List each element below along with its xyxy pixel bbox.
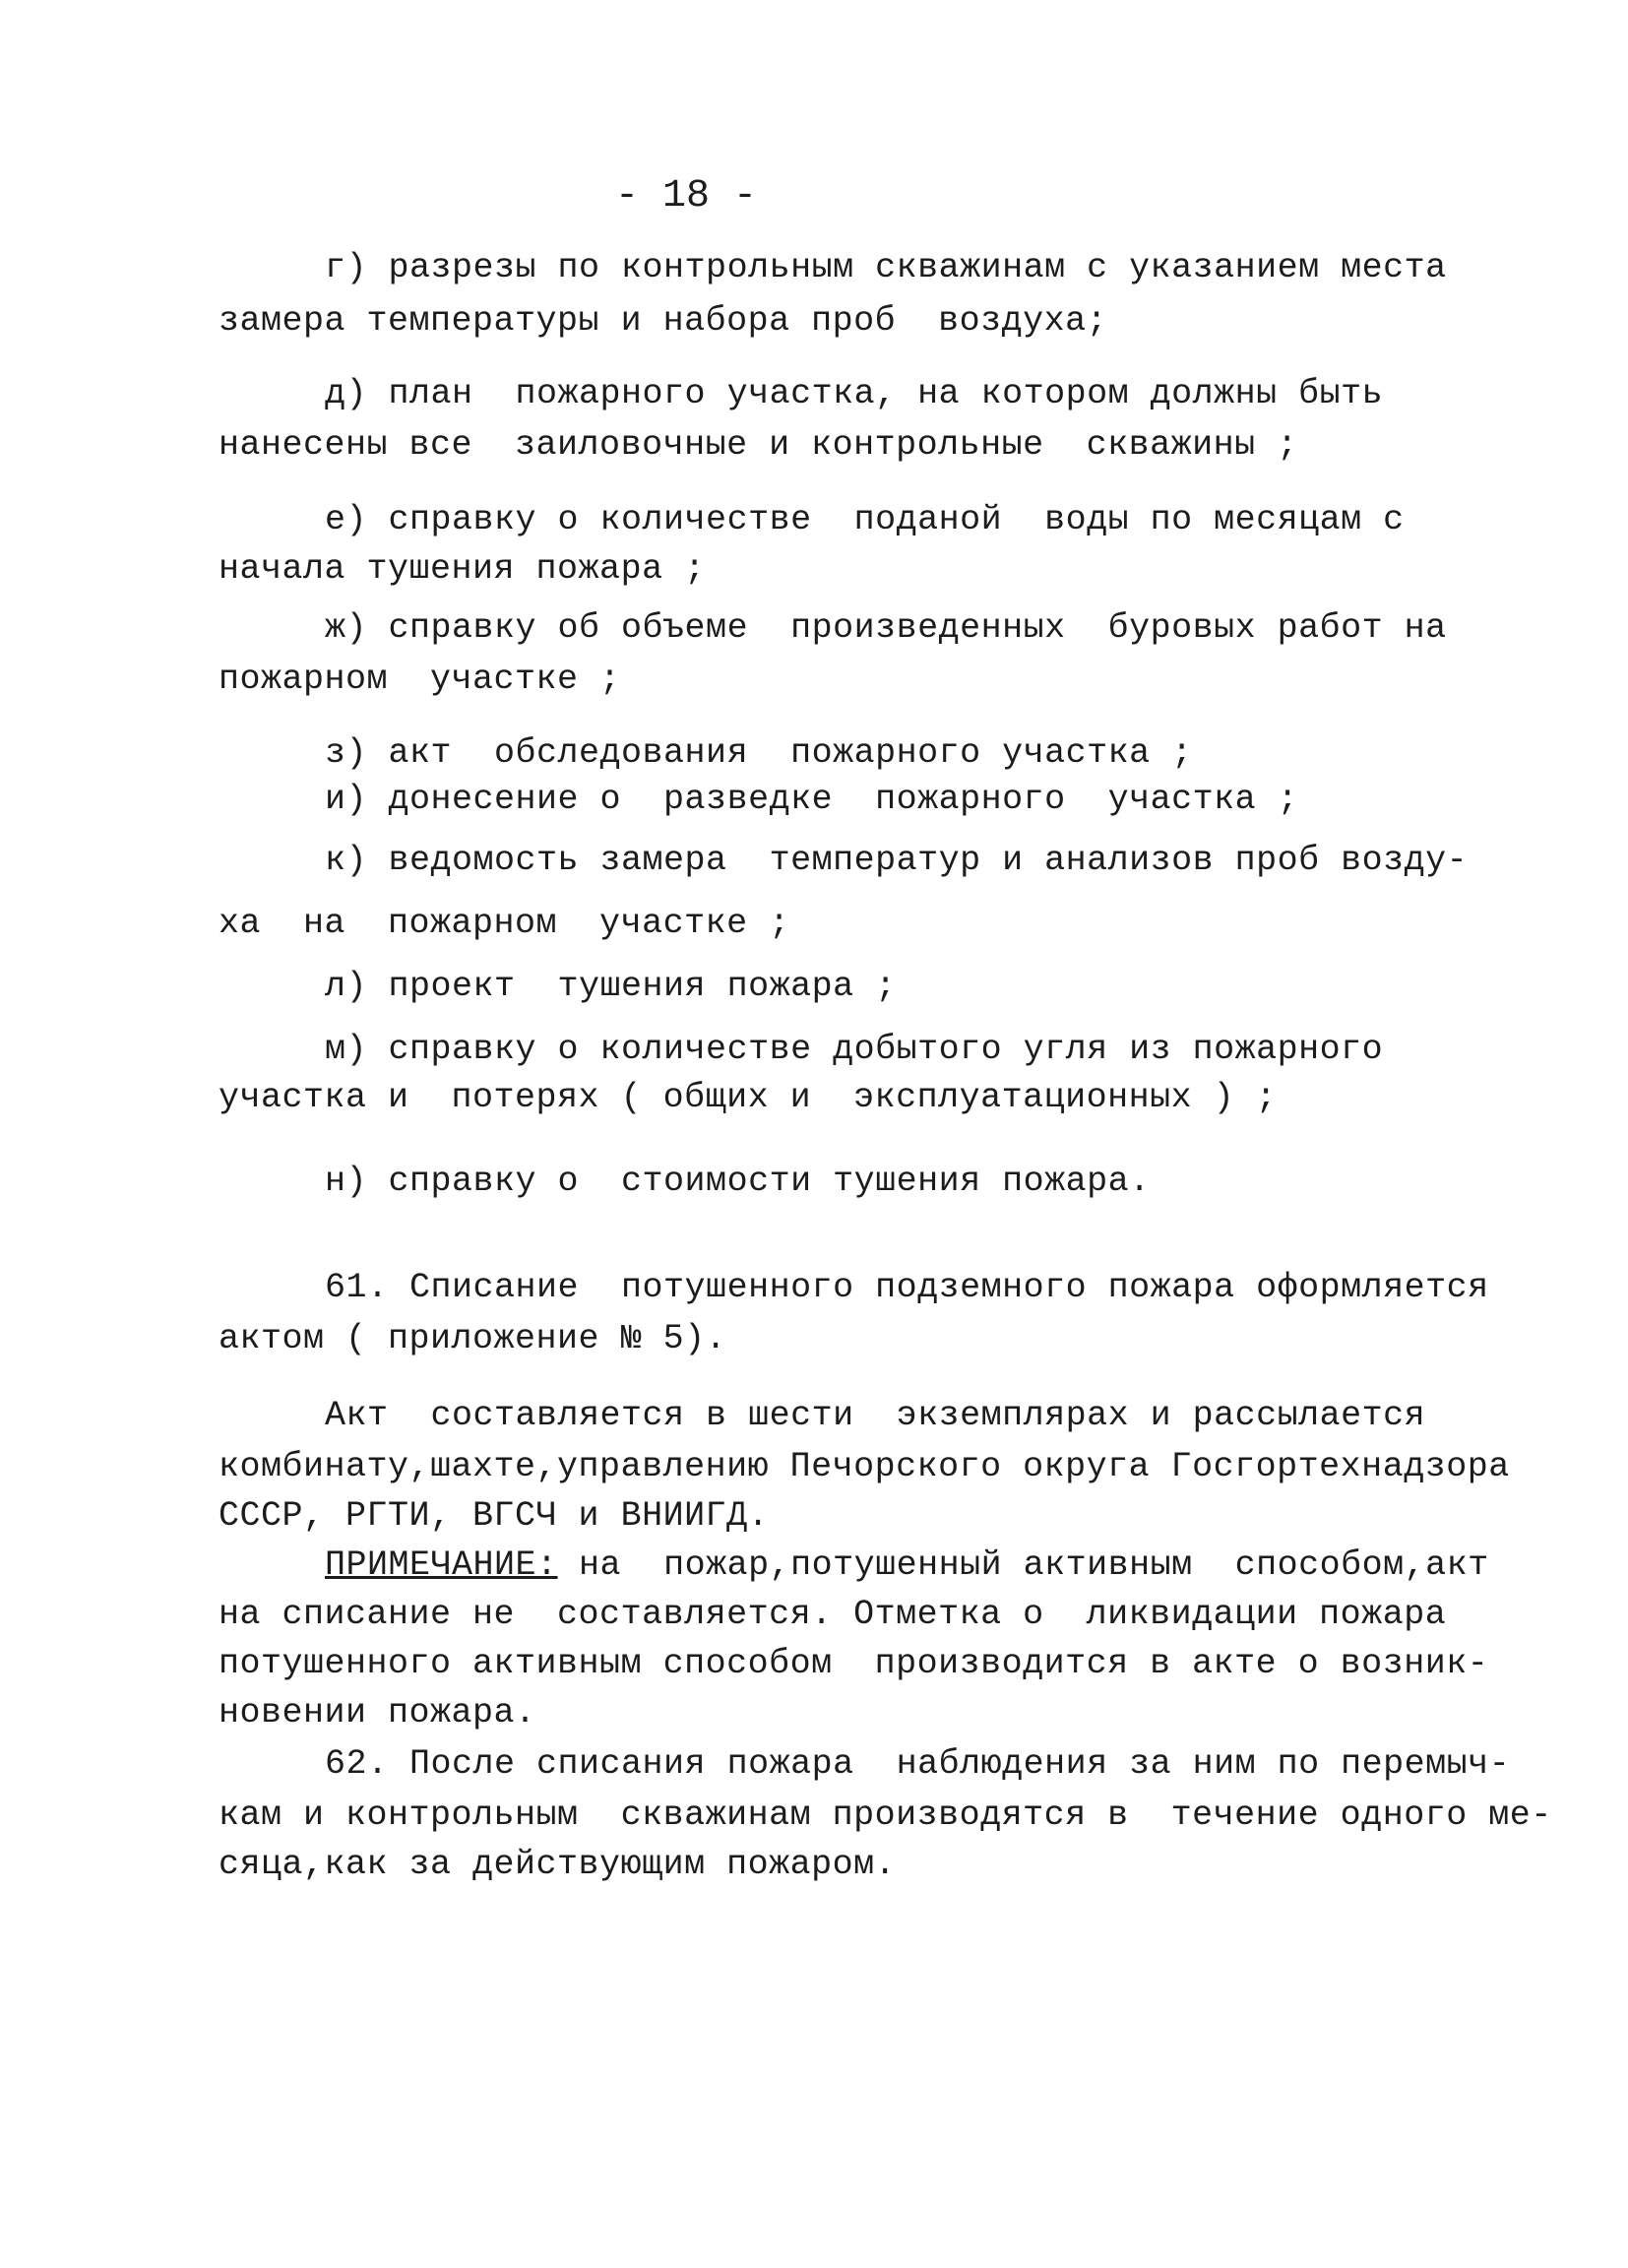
item-g-line-2: замера температуры и набора проб воздуха; xyxy=(219,301,1108,341)
item-k-line-2: ха на пожарном участке ; xyxy=(219,904,790,943)
note-line-3: потушенного активным способом производится в акте о возник- xyxy=(219,1644,1489,1683)
item-m-line-1: м) справку о количестве добытого угля из пожарного xyxy=(325,1030,1384,1069)
act-para-line-2: комбинату,шахте,управлению Печорского округа Госгортехнадзора xyxy=(219,1447,1510,1486)
para62-line-1: 62. После списания пожара наблюдения за ним по перемыч- xyxy=(325,1744,1511,1784)
para61-line-1: 61. Списание потушенного подземного пожара оформляется xyxy=(325,1268,1489,1307)
act-para-line-3: СССР, РГТИ, ВГСЧ и ВНИИГД. xyxy=(219,1496,770,1536)
item-d-line-2: нанесены все заиловочные и контрольные скважины ; xyxy=(219,425,1298,465)
para61-line-2: актом ( приложение № 5). xyxy=(219,1319,727,1358)
item-zh-line-1: ж) справку об объеме произведенных буровых работ на xyxy=(325,608,1447,648)
note-first-rest: на пожар,потушенный активным способом,акт xyxy=(557,1545,1489,1585)
act-para-line-1: Акт составляется в шести экземплярах и рассылается xyxy=(325,1396,1426,1435)
note-label: ПРИМЕЧАНИЕ: xyxy=(325,1545,558,1585)
note-line-4: новении пожара. xyxy=(219,1693,536,1732)
item-e-line-2: начала тушения пожара ; xyxy=(219,549,706,589)
item-z-line-1: з) акт обследования пожарного участка ; xyxy=(325,733,1193,773)
para62-line-3: сяца,как за действующим пожаром. xyxy=(219,1845,897,1884)
item-k-line-1: к) ведомость замера температур и анализов проб возду- xyxy=(325,841,1469,880)
item-e-line-1: е) справку о количестве поданой воды по месяцам с xyxy=(325,500,1405,539)
page-number: - 18 - xyxy=(615,174,758,219)
item-i-line-1: и) донесение о разведке пожарного участка ; xyxy=(325,780,1299,819)
para62-line-2: кам и контрольным скважинам производятся в течение одного ме- xyxy=(219,1796,1552,1835)
item-g-line-1: г) разрезы по контрольным скважинам с указанием места xyxy=(325,248,1447,287)
item-l-line-1: л) проект тушения пожара ; xyxy=(325,967,897,1006)
item-m-line-2: участка и потерях ( общих и эксплуатационных ) ; xyxy=(219,1078,1278,1117)
note-line-2: на списание не составляется. Отметка о ликвидации пожара xyxy=(219,1595,1447,1634)
item-zh-line-2: пожарном участке ; xyxy=(219,660,621,699)
item-d-line-1: д) план пожарного участка, на котором должны быть xyxy=(325,374,1384,413)
item-n-line-1: н) справку о стоимости тушения пожара. xyxy=(325,1162,1151,1201)
note-line-1 xyxy=(325,1545,1489,1585)
